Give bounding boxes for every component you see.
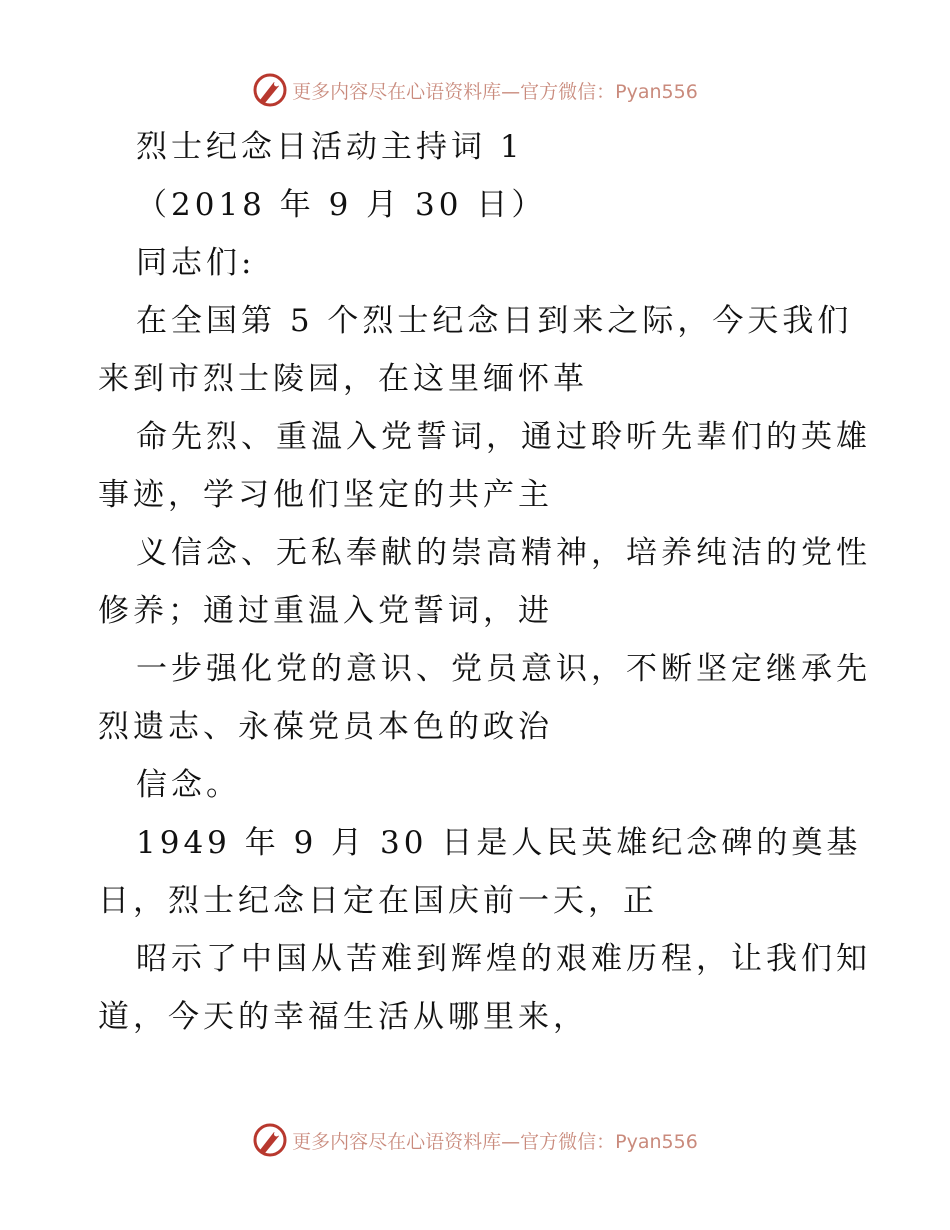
body-line: 1949 年 9 月 30 日是人民英雄纪念碑的奠基	[136, 825, 862, 861]
body-line: 在全国第 5 个烈士纪念日到来之际，今天我们	[136, 303, 853, 339]
pen-logo-icon	[252, 1122, 288, 1158]
document-body	[98, 118, 871, 1046]
salutation: 同志们:	[136, 245, 256, 281]
body-line: 烈遗志、永葆党员本色的政治	[98, 709, 553, 745]
watermark-text: 更多内容尽在心语资料库—官方微信：Pyan556	[292, 1130, 698, 1153]
body-line: 信念。	[136, 767, 241, 803]
body-line: 义信念、无私奉献的崇高精神，培养纯洁的党性	[136, 535, 871, 571]
document-title: 烈士纪念日活动主持词 1	[136, 129, 524, 165]
document-date: （2018 年 9 月 30 日）	[136, 187, 547, 223]
header-watermark	[0, 70, 950, 110]
body-line: 一步强化党的意识、党员意识，不断坚定继承先	[136, 651, 871, 687]
pen-logo-icon	[252, 72, 288, 108]
body-line: 命先烈、重温入党誓词，通过聆听先辈们的英雄	[136, 419, 871, 455]
footer-watermark	[0, 1120, 950, 1160]
body-line: 事迹，学习他们坚定的共产主	[98, 477, 553, 513]
body-line: 日，烈士纪念日定在国庆前一天，正	[98, 883, 658, 919]
body-line: 昭示了中国从苦难到辉煌的艰难历程，让我们知	[136, 941, 871, 977]
watermark-text: 更多内容尽在心语资料库—官方微信：Pyan556	[292, 80, 698, 103]
body-line: 修养；通过重温入党誓词，进	[98, 593, 553, 629]
body-line: 道，今天的幸福生活从哪里来，	[98, 999, 588, 1035]
body-line: 来到市烈士陵园，在这里缅怀革	[98, 361, 588, 397]
